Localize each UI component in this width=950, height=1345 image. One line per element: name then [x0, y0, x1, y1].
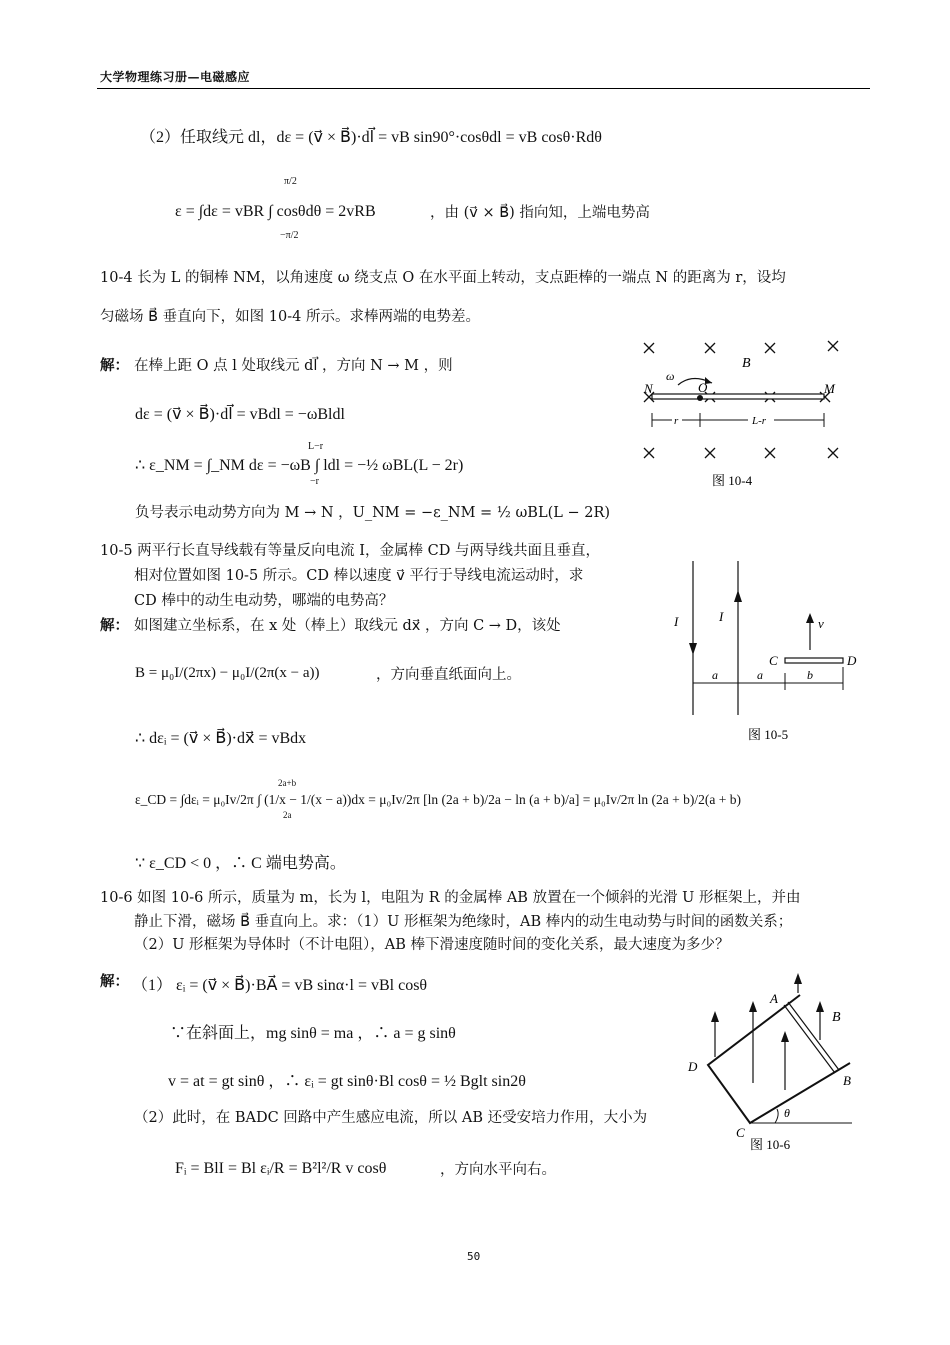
sol10-5-line2-tail: ，方向垂直纸面向上。	[376, 667, 521, 683]
sol10-6-line3: v = at = gt sinθ ，∴ εᵢ = gt sinθ·Bl cosθ = ½ Bglt sin2θ	[168, 1073, 526, 1090]
p10-3-upper-limit: π/2	[284, 176, 297, 187]
fig10-6-C: C	[736, 1125, 745, 1140]
fig10-5-I-left: I	[674, 614, 679, 629]
figure-10-4	[630, 335, 855, 495]
sol10-5-upper: 2a+b	[278, 778, 297, 788]
fig10-4-r: r	[674, 415, 679, 427]
sol10-4-line2: dε = (v⃗ × B⃗)·dl⃗ = vBdl = −ωBldl	[135, 406, 345, 423]
sol10-6-line2: ∵在斜面上，mg sinθ = ma ，∴ a = g sinθ	[170, 1025, 456, 1042]
fig10-5-v: v⃗	[818, 616, 834, 631]
sol10-4-line3: ∴ ε_NM = ∫_NM dε = −ωB ∫ ldl = −½ ωBL(L − 2r)	[135, 457, 464, 474]
fig10-4-Lr: L-r	[752, 415, 767, 427]
figure-10-5	[665, 555, 865, 750]
current-down-arrow	[689, 643, 697, 655]
velocity-arrowhead	[806, 613, 814, 623]
p10-3-part2-line1: （2）任取线元 dl，dε = (v⃗ × B⃗)·dl⃗ = vB sin90°·cosθdl = vB cosθ·Rdθ	[140, 129, 602, 146]
q10-6-line1: 10-6 如图 10-6 所示，质量为 m，长为 l，电阻为 R 的金属棒 AB 放置在一个倾斜的光滑 U 形框架上，并由	[100, 890, 801, 906]
q10-5-line2: 相对位置如图 10-5 所示。CD 棒以速度 v⃗ 平行于导线电流运动时，求	[134, 568, 584, 584]
sol10-5-line4: ε_CD = ∫dεᵢ = μ₀Iv/2π ∫ (1/x − 1/(x − a))dx = μ₀Iv/2π [ln (2a + b)/2a − ln (a + b)/a] = μ₀Iv/2π ln (2a + b)/2(a + b)	[135, 792, 741, 807]
fig10-5-C: C	[769, 653, 778, 668]
sol10-4-upper: L−r	[308, 441, 324, 452]
page-header: 大学物理练习册—电磁感应	[100, 70, 251, 84]
page-number: 50	[467, 1250, 481, 1263]
fig10-4-caption: 图 10-4	[712, 473, 753, 488]
sol10-6-line5: Fᵢ = BlI = Bl εᵢ/R = B²l²/R v cosθ	[175, 1160, 387, 1177]
sol-label-10-5: 解：	[100, 617, 129, 634]
q10-6-line2: 静止下滑，磁场 B⃗ 垂直向上。求：（1）U 形框架为绝缘时，AB 棒内的动生电动势与时间的函数关系；	[134, 914, 793, 930]
sol-label-10-4: 解：	[100, 357, 129, 374]
current-up-arrow	[734, 590, 742, 602]
rod-CD	[785, 658, 843, 663]
header-divider	[97, 88, 870, 89]
copper-rod	[652, 394, 824, 399]
fig10-4-N: N	[644, 381, 653, 396]
sol10-5-line2: B = μ₀I/(2πx) − μ₀I/(2π(x − a))	[135, 665, 320, 681]
sol10-6-line5-tail: ，方向水平向右。	[440, 1162, 556, 1178]
fig10-6-A: A	[770, 991, 778, 1006]
sol10-4-lower: −r	[310, 476, 319, 487]
q10-4-line2: 匀磁场 B⃗ 垂直向下，如图 10-4 所示。求棒两端的电势差。	[100, 309, 480, 325]
u-frame	[708, 995, 850, 1123]
sol10-4-line1: 在棒上距 O 点 l 处取线元 dl⃗ ，方向 N → M ，则	[134, 358, 453, 374]
fig10-5-D: D	[847, 653, 857, 668]
sol-label-10-6: 解：	[100, 973, 129, 990]
figure-10-6	[680, 965, 860, 1160]
sol10-6-line4: （2）此时，在 BADC 回路中产生感应电流，所以 AB 还受安培力作用，大小为	[134, 1110, 648, 1126]
fig10-6-theta: θ	[784, 1106, 790, 1120]
q10-6-line3: （2）U 形框架为导体时（不计电阻），AB 棒下滑速度随时间的变化关系，最大速度为多少？	[134, 937, 730, 953]
fig10-5-caption: 图 10-5	[748, 727, 789, 742]
q10-5-line1: 10-5 两平行长直导线载有等量反向电流 I，金属棒 CD 与两导线共面且垂直，	[100, 543, 600, 559]
fig10-4-M: M	[824, 381, 835, 396]
fig10-4-B: B⃗	[742, 356, 762, 371]
q10-4-line1: 10-4 长为 L 的铜棒 NM，以角速度 ω 绕支点 O 在水平面上转动，支点距棒的一端点 N 的距离为 r，设均	[100, 270, 786, 286]
pivot-point	[697, 395, 703, 401]
sol10-5-line5: ∵ ε_CD < 0 ，∴ C 端电势高。	[135, 855, 346, 872]
fig10-4-O: O	[698, 380, 708, 395]
sol10-5-line3: ∴ dεᵢ = (v⃗ × B⃗)·dx⃗ = vBdx	[135, 730, 307, 747]
q10-5-line3: CD 棒中的动生电动势，哪端的电势高？	[134, 593, 394, 609]
fig10-6-Bvec: B⃗	[832, 1010, 852, 1025]
fig10-6-B: B	[843, 1073, 851, 1088]
fig10-4-omega: ω	[666, 369, 675, 383]
fig10-5-I-right: I	[719, 609, 724, 624]
sol10-4-line4: 负号表示电动势方向为 M → N ，U_NM = −ε_NM = ½ ωBL(L − 2R)	[135, 505, 611, 521]
field-arrows	[715, 977, 820, 1090]
p10-3-part2-tail: ，由 (v⃗ × B⃗) 指向知，上端电势高	[430, 205, 650, 221]
fig10-5-a2: a	[757, 668, 763, 682]
sol10-5-line1: 如图建立坐标系，在 x 处（棒上）取线元 dx⃗ ，方向 C → D，该处	[134, 618, 561, 634]
sol10-5-lower: 2a	[283, 810, 292, 820]
rod-AB-edge1	[784, 1005, 835, 1073]
sol10-6-line1: （1） εᵢ = (v⃗ × B⃗)·BA⃗ = vB sinα·l = vBl cosθ	[132, 977, 428, 994]
fig10-6-D: D	[688, 1059, 698, 1074]
angle-arc	[775, 1109, 778, 1123]
fig10-5-a1: a	[712, 668, 718, 682]
fig10-6-caption: 图 10-6	[750, 1137, 791, 1152]
p10-3-part2-integral: ε = ∫dε = vBR ∫ cosθdθ = 2vRB	[175, 203, 376, 220]
field-arrowheads	[711, 973, 824, 1042]
fig10-5-b: b	[807, 668, 813, 682]
p10-3-lower-limit: −π/2	[280, 230, 299, 241]
